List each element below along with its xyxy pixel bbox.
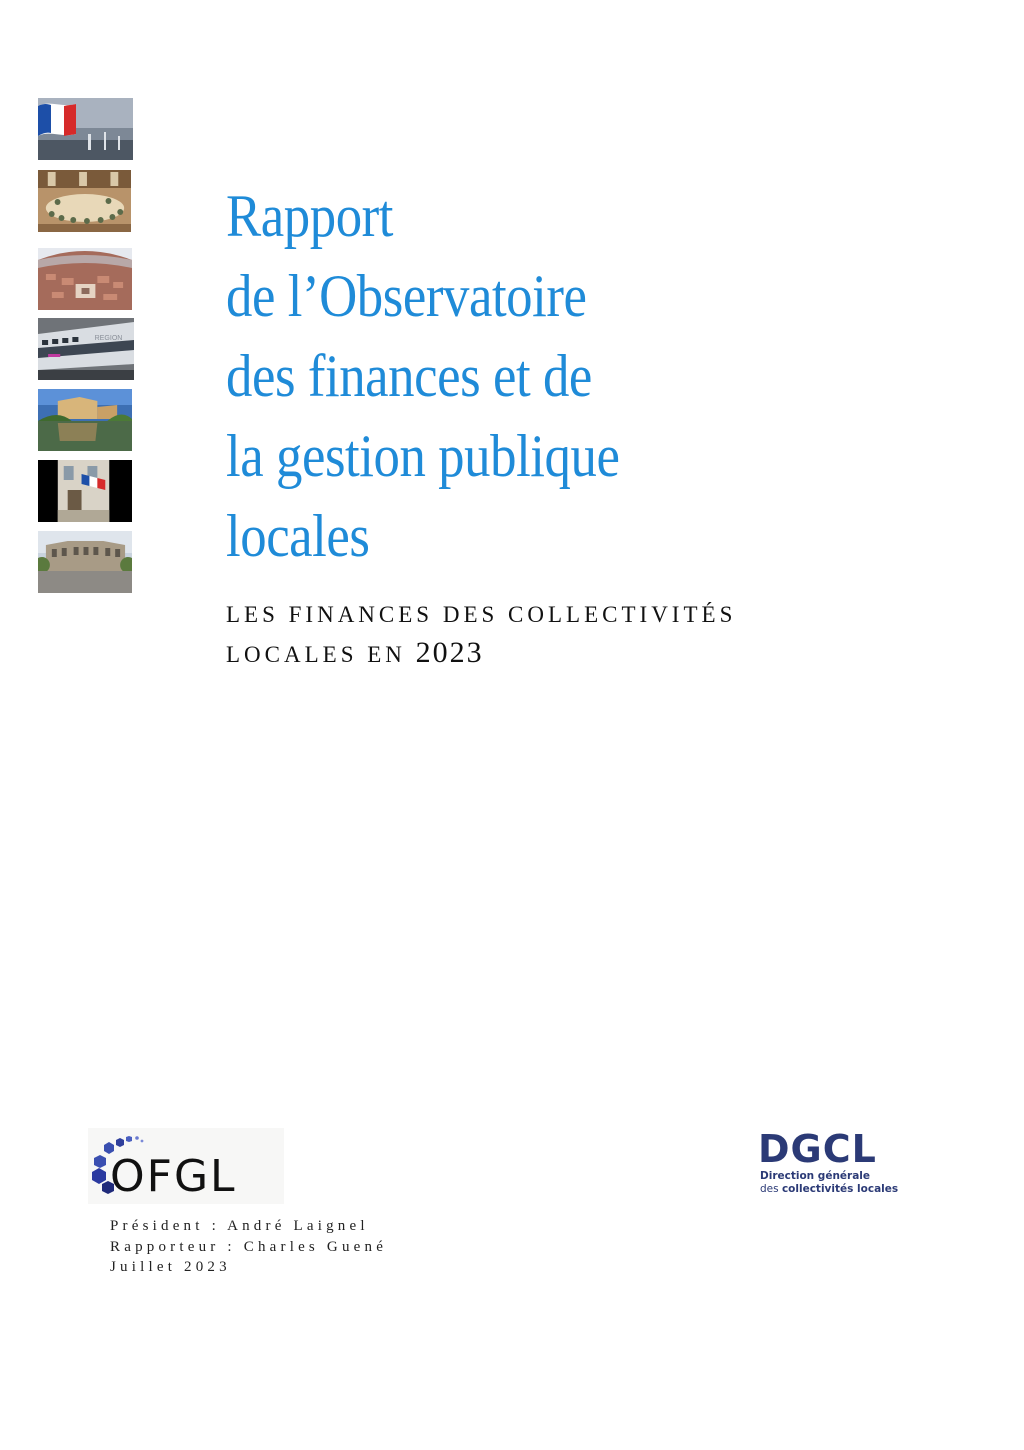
report-subtitle	[226, 596, 786, 674]
ofgl-logo	[88, 1128, 284, 1204]
subtitle-line-2	[226, 634, 786, 674]
council-meeting-photo	[38, 170, 131, 232]
town-hall-flags-photo	[38, 460, 132, 522]
title-line: locales	[226, 503, 370, 569]
svg-text:REGION: REGION	[94, 335, 123, 342]
riverside-town-photo	[38, 389, 132, 451]
historic-building-photo	[38, 531, 132, 593]
report-title	[226, 176, 746, 576]
flag-harbor-photo	[38, 98, 133, 160]
rapporteur-line: Rapporteur : Charles Guené	[110, 1238, 388, 1255]
president-line: Président : André Laignel	[110, 1218, 369, 1234]
report-credits	[110, 1216, 387, 1278]
dgcl-logo	[758, 1124, 918, 1200]
dgcl-line-2-prefix: des	[760, 1183, 782, 1195]
subtitle-year: 2023	[415, 636, 484, 669]
subtitle-line-1: LES FINANCES DES COLLECTIVITÉS	[226, 602, 737, 627]
title-line: Rapport	[226, 183, 394, 249]
aerial-city-photo	[38, 248, 132, 310]
dgcl-line-2	[760, 1183, 898, 1195]
dgcl-line-2-bold: collectivités locales	[781, 1183, 899, 1195]
regional-train-photo	[38, 318, 134, 380]
date-line: Juillet 2023	[110, 1259, 231, 1275]
dgcl-line-1: Direction générale	[760, 1170, 871, 1182]
dgcl-acronym: DGCL	[758, 1127, 877, 1171]
title-line: la gestion publique	[226, 423, 620, 489]
title-line: des finances et de	[226, 343, 592, 409]
subtitle-line-2-prefix: LOCALES EN	[226, 642, 416, 667]
title-line: de l’Observatoire	[226, 263, 587, 329]
ofgl-logo-text: OFGL	[110, 1151, 237, 1202]
